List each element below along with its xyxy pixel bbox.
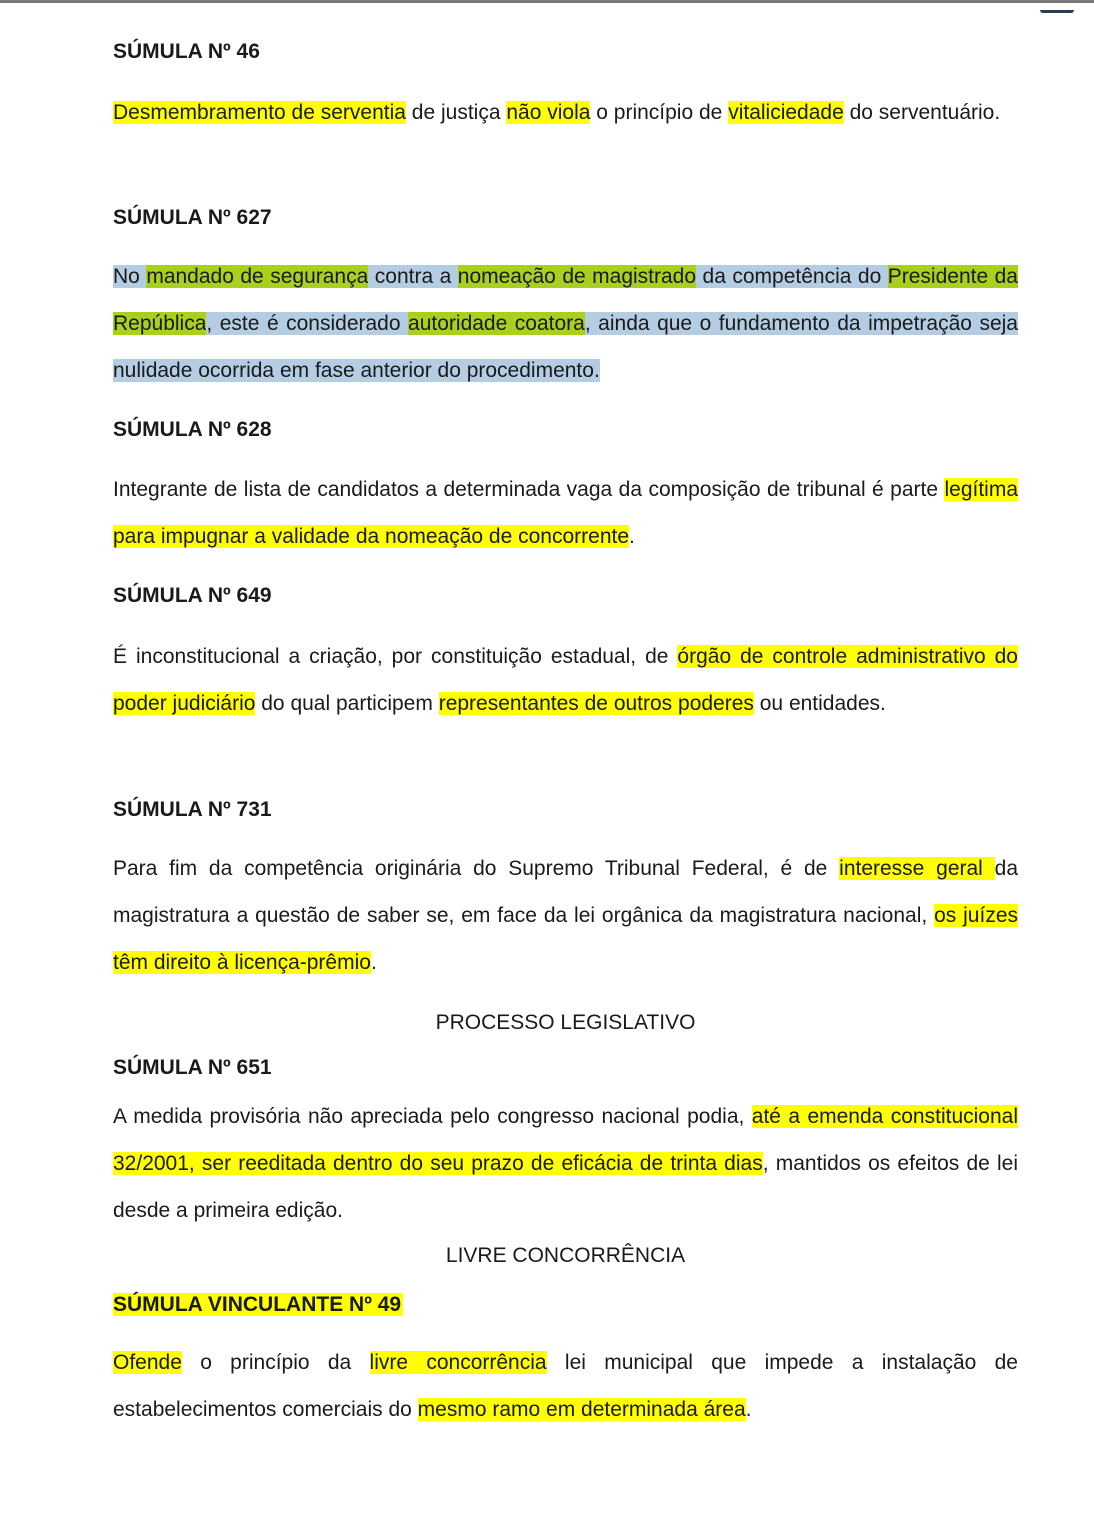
text-run: da magistratura a questão de saber se, em face da lei orgânica da magistratura nacional, xyxy=(113,857,1018,927)
sumula-628-heading: SÚMULA Nº 628 xyxy=(113,418,272,441)
highlighted-text: legítima para impugnar a validade da nomeação de concorrente xyxy=(113,478,1018,548)
page-corner-mark xyxy=(1040,2,1074,13)
text-run: lei municipal que impede a instalação de estabelecimentos comerciais do xyxy=(113,1351,1018,1421)
selected-text: da competência do xyxy=(696,265,888,288)
text-run: Integrante de lista de candidatos a determinada vaga da composição de tribunal é parte xyxy=(113,478,945,501)
highlighted-text: autoridade coatora xyxy=(408,312,585,335)
sumula-649-text xyxy=(113,633,1018,727)
highlighted-text: nomeação de magistrado xyxy=(457,265,697,288)
highlighted-text: os juízes têm direito à licença-prêmio xyxy=(113,904,1018,974)
highlighted-text: mandado de segurança xyxy=(146,265,369,288)
sumula-651-text xyxy=(113,1093,1018,1234)
text-run: ou entidades. xyxy=(753,692,886,715)
sumula-627-heading: SÚMULA Nº 627 xyxy=(113,206,272,229)
text-run: A medida provisória não apreciada pelo congresso nacional podia, xyxy=(113,1105,752,1128)
text-run: . xyxy=(629,525,635,548)
highlighted-text: interesse geral xyxy=(839,857,995,880)
text-run: o princípio de xyxy=(590,101,729,124)
text-run: o princípio da xyxy=(181,1351,370,1374)
highlighted-text: vitaliciedade xyxy=(728,101,844,124)
sumula-vinculante-49-text xyxy=(113,1339,1018,1433)
highlighted-text: não viola xyxy=(506,101,591,124)
selected-text: , ainda que o fundamento da impetração seja nulidade ocorrida em fase anterior do procedimento. xyxy=(113,312,1018,382)
sumula-649-heading: SÚMULA Nº 649 xyxy=(113,584,272,607)
sumula-628-text xyxy=(113,466,1018,560)
selected-text: No xyxy=(113,265,147,288)
highlighted-text: até a emenda constitucional 32/2001, ser reeditada dentro do seu prazo de eficácia de trinta dias xyxy=(113,1105,1018,1175)
sumula-731-heading: SÚMULA Nº 731 xyxy=(113,798,272,821)
sumula-627-text[interactable] xyxy=(113,253,1018,394)
highlighted-text: mesmo ramo em determinada área xyxy=(417,1398,746,1421)
text-run: . xyxy=(745,1398,752,1421)
sumula-vinculante-49-heading: SÚMULA VINCULANTE Nº 49 xyxy=(113,1293,402,1316)
text-run: Para fim da competência originária do Supremo Tribunal Federal, é de xyxy=(113,857,840,880)
sumula-731-text xyxy=(113,845,1018,986)
highlighted-text: representantes de outros poderes xyxy=(438,692,754,715)
sumula-46-text xyxy=(113,89,1018,136)
highlighted-text: Desmembramento de serventia xyxy=(113,101,406,124)
text-run: , mantidos os efeitos de lei desde a primeira edição. xyxy=(113,1152,1019,1222)
highlighted-text: livre concorrência xyxy=(369,1351,547,1374)
highlighted-text: órgão de controle administrativo do poder judiciário xyxy=(113,645,1018,715)
text-run: . xyxy=(370,951,377,974)
sumula-46-heading: SÚMULA Nº 46 xyxy=(113,40,260,63)
selected-text: , este é considerado xyxy=(206,312,409,335)
text-run: É inconstitucional a criação, por constituição estadual, de xyxy=(113,645,678,668)
highlighted-text: Ofende xyxy=(113,1351,182,1374)
text-run: de justiça xyxy=(405,101,507,124)
highlighted-text: Presidente da República xyxy=(113,265,1018,335)
page-top-border xyxy=(0,0,1094,3)
sumula-651-heading: SÚMULA Nº 651 xyxy=(113,1056,272,1079)
section-title-livre-concorrencia: LIVRE CONCORRÊNCIA xyxy=(445,1244,686,1267)
text-run: do qual participem xyxy=(255,692,439,715)
section-title-processo-legislativo: PROCESSO LEGISLATIVO xyxy=(435,1011,696,1034)
selected-text: contra a xyxy=(368,265,458,288)
text-run: do serventuário. xyxy=(843,101,1001,124)
